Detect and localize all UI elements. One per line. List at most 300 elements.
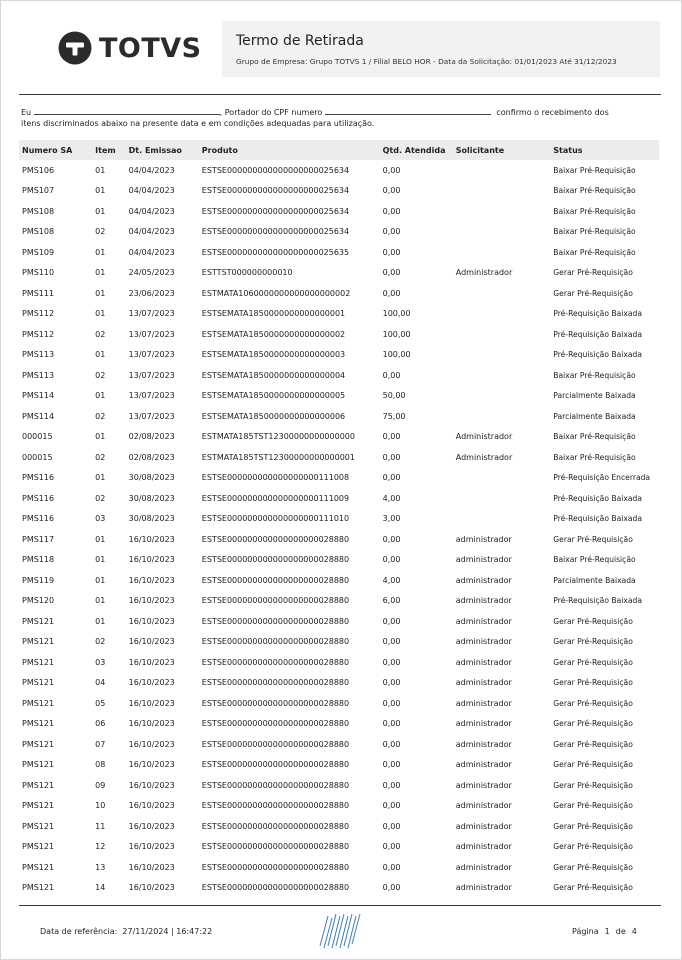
cell-status: Gerar Pré-Requisição — [553, 719, 633, 729]
cell-qtd-atendida: 0,00 — [382, 616, 401, 626]
cell-solicitante: administrador — [455, 616, 512, 626]
header-divider — [19, 94, 661, 95]
cell-numero-sa: PMS119 — [22, 575, 55, 585]
cell-produto: ESTSE000000000000000000028880 — [201, 555, 350, 565]
cell-qtd-atendida: 0,00 — [382, 268, 401, 278]
cell-qtd-atendida: 0,00 — [382, 165, 401, 175]
table-row — [19, 652, 659, 673]
table-row — [19, 365, 659, 386]
cell-solicitante — [453, 345, 551, 366]
declaration-line2: itens discriminados abaixo na presente data e em condições adequadas para utilização. — [21, 119, 375, 128]
cell-produto: ESTMATA1060000000000000000002 — [201, 288, 351, 298]
cell-numero-sa: PMS121 — [22, 780, 55, 790]
cell-item: 03 — [95, 514, 106, 524]
cell-status: Pré-Requisição Baixada — [553, 596, 642, 606]
cell-qtd-atendida: 100,00 — [382, 309, 411, 319]
cell-dt-emissao: 02/08/2023 — [128, 432, 175, 442]
name-blank-line — [34, 106, 220, 115]
cell-numero-sa: 000015 — [22, 432, 53, 442]
cell-solicitante — [453, 201, 551, 222]
cell-status: Pré-Requisição Baixada — [553, 350, 642, 360]
cell-item: 01 — [95, 391, 106, 401]
cell-produto: ESTSE000000000000000000111009 — [201, 493, 350, 503]
cell-item: 02 — [95, 411, 106, 421]
cell-dt-emissao: 16/10/2023 — [128, 760, 175, 770]
cell-numero-sa: PMS121 — [22, 842, 55, 852]
table-row — [19, 181, 659, 202]
cell-item: 08 — [95, 760, 106, 770]
cell-solicitante — [453, 304, 551, 325]
table-row — [19, 345, 659, 366]
cell-item: 01 — [95, 288, 106, 298]
table-row — [19, 693, 659, 714]
cell-dt-emissao: 16/10/2023 — [128, 842, 175, 852]
cell-item: 01 — [95, 186, 106, 196]
table-row — [19, 529, 659, 550]
table-row — [19, 550, 659, 571]
cell-produto: ESTSE000000000000000000025634 — [201, 227, 350, 237]
cell-numero-sa: PMS116 — [22, 473, 55, 483]
cell-item: 07 — [95, 739, 106, 749]
cell-numero-sa: PMS111 — [22, 288, 55, 298]
cell-item: 01 — [95, 268, 106, 278]
col-qtd-atendida: Qtd. Atendida — [382, 145, 446, 155]
cell-qtd-atendida: 0,00 — [382, 370, 401, 380]
cell-produto: ESTSE000000000000000000028880 — [201, 883, 350, 893]
cell-solicitante: administrador — [455, 780, 512, 790]
cell-qtd-atendida: 50,00 — [382, 391, 406, 401]
cell-numero-sa: PMS113 — [22, 370, 55, 380]
cell-qtd-atendida: 0,00 — [382, 534, 401, 544]
cell-item: 01 — [95, 432, 106, 442]
table-row — [19, 796, 659, 817]
cell-produto: ESTSEMATA1850000000000000005 — [201, 391, 346, 401]
table-row — [19, 755, 659, 776]
cell-status: Gerar Pré-Requisição — [553, 637, 633, 647]
cell-status: Baixar Pré-Requisição — [553, 452, 636, 462]
cell-produto: ESTSEMATA1850000000000000002 — [201, 329, 346, 339]
table-row — [19, 632, 659, 653]
cell-solicitante — [453, 222, 551, 243]
page-footer — [0, 905, 682, 955]
cell-status: Gerar Pré-Requisição — [553, 678, 633, 688]
declaration-text — [21, 106, 661, 129]
cell-numero-sa: PMS106 — [22, 165, 55, 175]
cell-produto: ESTSE000000000000000000028880 — [201, 739, 350, 749]
cell-qtd-atendida: 0,00 — [382, 821, 401, 831]
cell-solicitante — [453, 160, 551, 181]
declaration-eu: Eu — [21, 108, 32, 117]
cell-solicitante: administrador — [455, 821, 512, 831]
cell-status: Baixar Pré-Requisição — [553, 165, 636, 175]
table-row — [19, 468, 659, 489]
table-header-row — [19, 140, 659, 160]
cell-solicitante — [453, 406, 551, 427]
table-row — [19, 160, 659, 181]
cell-numero-sa: PMS112 — [22, 329, 55, 339]
table-row — [19, 857, 659, 878]
cell-numero-sa: PMS114 — [22, 411, 55, 421]
declaration-confirmo: confirmo o recebimento dos — [496, 108, 609, 117]
table-row — [19, 406, 659, 427]
cell-status: Gerar Pré-Requisição — [553, 288, 633, 298]
cell-dt-emissao: 13/07/2023 — [128, 329, 175, 339]
cell-numero-sa: PMS116 — [22, 493, 55, 503]
items-table — [19, 140, 659, 898]
cell-status: Gerar Pré-Requisição — [553, 268, 633, 278]
cell-status: Baixar Pré-Requisição — [553, 247, 636, 257]
cell-item: 01 — [95, 165, 106, 175]
cell-qtd-atendida: 0,00 — [382, 719, 401, 729]
cell-produto: ESTSE000000000000000000028880 — [201, 637, 350, 647]
cell-solicitante — [453, 509, 551, 530]
cell-produto: ESTSEMATA1850000000000000004 — [201, 370, 346, 380]
cell-dt-emissao: 16/10/2023 — [128, 575, 175, 585]
cell-numero-sa: PMS121 — [22, 637, 55, 647]
cell-dt-emissao: 16/10/2023 — [128, 555, 175, 565]
table-row — [19, 816, 659, 837]
cell-dt-emissao: 16/10/2023 — [128, 657, 175, 667]
cell-status: Gerar Pré-Requisição — [553, 534, 633, 544]
cell-numero-sa: 000015 — [22, 452, 53, 462]
cell-produto: ESTSE000000000000000000025634 — [201, 165, 350, 175]
cell-qtd-atendida: 0,00 — [382, 842, 401, 852]
cell-dt-emissao: 30/08/2023 — [128, 493, 175, 503]
cell-item: 01 — [95, 555, 106, 565]
cell-produto: ESTSE000000000000000000028880 — [201, 719, 350, 729]
cell-dt-emissao: 16/10/2023 — [128, 780, 175, 790]
table-row — [19, 263, 659, 284]
cell-produto: ESTSE000000000000000000028880 — [201, 596, 350, 606]
cell-solicitante — [453, 324, 551, 345]
cell-solicitante: administrador — [455, 719, 512, 729]
reference-value: 27/11/2024 | 16:47:22 — [122, 927, 213, 936]
table-row — [19, 734, 659, 755]
cell-item: 11 — [95, 821, 106, 831]
footer-divider — [19, 905, 661, 906]
cell-qtd-atendida: 3,00 — [382, 514, 401, 524]
header-box — [222, 21, 660, 77]
cell-qtd-atendida: 100,00 — [382, 329, 411, 339]
cell-dt-emissao: 23/06/2023 — [128, 288, 175, 298]
cell-numero-sa: PMS117 — [22, 534, 55, 544]
table-row — [19, 222, 659, 243]
cell-produto: ESTSEMATA1850000000000000003 — [201, 350, 346, 360]
logo-text: TOTVS — [99, 32, 202, 64]
cell-status: Baixar Pré-Requisição — [553, 370, 636, 380]
cell-numero-sa: PMS121 — [22, 883, 55, 893]
table-row — [19, 837, 659, 858]
cell-solicitante — [453, 488, 551, 509]
cell-item: 01 — [95, 616, 106, 626]
cell-dt-emissao: 16/10/2023 — [128, 821, 175, 831]
cell-dt-emissao: 13/07/2023 — [128, 350, 175, 360]
table-body — [19, 160, 659, 898]
cell-numero-sa: PMS121 — [22, 657, 55, 667]
cell-dt-emissao: 16/10/2023 — [128, 739, 175, 749]
cell-item: 01 — [95, 473, 106, 483]
table-row — [19, 386, 659, 407]
reference-date — [40, 927, 212, 936]
page-current: 1 — [604, 927, 610, 936]
cell-numero-sa: PMS121 — [22, 801, 55, 811]
cell-solicitante — [453, 468, 551, 489]
totvs-logo-icon — [58, 31, 92, 65]
table-row — [19, 611, 659, 632]
cell-dt-emissao: 16/10/2023 — [128, 678, 175, 688]
cell-qtd-atendida: 0,00 — [382, 862, 401, 872]
cell-status: Baixar Pré-Requisição — [553, 186, 636, 196]
cell-status: Pré-Requisição Encerrada — [553, 473, 651, 483]
table-row — [19, 775, 659, 796]
cell-item: 10 — [95, 801, 106, 811]
cell-solicitante — [453, 181, 551, 202]
cell-item: 01 — [95, 575, 106, 585]
cell-solicitante — [453, 386, 551, 407]
cell-dt-emissao: 16/10/2023 — [128, 596, 175, 606]
cell-status: Gerar Pré-Requisição — [553, 616, 633, 626]
cell-dt-emissao: 16/10/2023 — [128, 534, 175, 544]
cell-status: Baixar Pré-Requisição — [553, 227, 636, 237]
cell-status: Gerar Pré-Requisição — [553, 698, 633, 708]
cell-item: 02 — [95, 370, 106, 380]
cell-qtd-atendida: 0,00 — [382, 186, 401, 196]
cell-qtd-atendida: 0,00 — [382, 452, 401, 462]
cell-solicitante — [453, 242, 551, 263]
cell-produto: ESTSE000000000000000000111008 — [201, 473, 350, 483]
table-row — [19, 878, 659, 899]
cell-item: 01 — [95, 206, 106, 216]
table-row — [19, 714, 659, 735]
cell-produto: ESTSE000000000000000000028880 — [201, 821, 350, 831]
cell-qtd-atendida: 0,00 — [382, 206, 401, 216]
cell-item: 03 — [95, 657, 106, 667]
cell-numero-sa: PMS121 — [22, 698, 55, 708]
cell-solicitante: administrador — [455, 801, 512, 811]
cell-numero-sa: PMS121 — [22, 678, 55, 688]
table-row — [19, 570, 659, 591]
totvs-stripes-icon — [316, 910, 364, 950]
cell-solicitante: administrador — [455, 637, 512, 647]
page-of: de — [615, 927, 626, 936]
cell-produto: ESTSE000000000000000000028880 — [201, 780, 350, 790]
table-row — [19, 324, 659, 345]
cell-produto: ESTSEMATA1850000000000000001 — [201, 309, 346, 319]
cell-status: Gerar Pré-Requisição — [553, 760, 633, 770]
cell-qtd-atendida: 0,00 — [382, 247, 401, 257]
cell-numero-sa: PMS121 — [22, 739, 55, 749]
cell-item: 02 — [95, 329, 106, 339]
cell-solicitante: administrador — [455, 842, 512, 852]
cell-qtd-atendida: 0,00 — [382, 739, 401, 749]
cell-produto: ESTMATA185TST12300000000000001 — [201, 452, 355, 462]
cell-solicitante: administrador — [455, 555, 512, 565]
cell-item: 01 — [95, 596, 106, 606]
cell-produto: ESTSE000000000000000000028880 — [201, 698, 350, 708]
cell-solicitante: Administrador — [455, 452, 513, 462]
cell-numero-sa: PMS108 — [22, 227, 55, 237]
page-title: Termo de Retirada — [236, 33, 364, 49]
cell-qtd-atendida: 0,00 — [382, 227, 401, 237]
cell-qtd-atendida: 6,00 — [382, 596, 401, 606]
cell-item: 01 — [95, 309, 106, 319]
cell-solicitante: administrador — [455, 739, 512, 749]
cell-dt-emissao: 16/10/2023 — [128, 883, 175, 893]
cell-qtd-atendida: 4,00 — [382, 493, 401, 503]
cell-numero-sa: PMS109 — [22, 247, 55, 257]
table-row — [19, 509, 659, 530]
cell-qtd-atendida: 0,00 — [382, 473, 401, 483]
table-row — [19, 242, 659, 263]
cell-produto: ESTSE000000000000000000028880 — [201, 657, 350, 667]
cell-item: 06 — [95, 719, 106, 729]
cell-solicitante: administrador — [455, 760, 512, 770]
cell-dt-emissao: 02/08/2023 — [128, 452, 175, 462]
cell-numero-sa: PMS121 — [22, 616, 55, 626]
col-status: Status — [553, 145, 583, 155]
reference-label: Data de referência: — [40, 927, 118, 936]
cell-status: Baixar Pré-Requisição — [553, 555, 636, 565]
cell-qtd-atendida: 0,00 — [382, 678, 401, 688]
cell-solicitante: administrador — [455, 596, 512, 606]
cell-qtd-atendida: 0,00 — [382, 637, 401, 647]
col-produto: Produto — [201, 145, 238, 155]
cell-qtd-atendida: 0,00 — [382, 288, 401, 298]
cell-status: Gerar Pré-Requisição — [553, 739, 633, 749]
cell-dt-emissao: 30/08/2023 — [128, 473, 175, 483]
cell-produto: ESTSE000000000000000000028880 — [201, 801, 350, 811]
cell-item: 01 — [95, 247, 106, 257]
cell-dt-emissao: 24/05/2023 — [128, 268, 175, 278]
cell-solicitante: administrador — [455, 862, 512, 872]
cell-solicitante — [453, 365, 551, 386]
cell-item: 01 — [95, 350, 106, 360]
cell-status: Pré-Requisição Baixada — [553, 329, 642, 339]
cell-status: Gerar Pré-Requisição — [553, 657, 633, 667]
cell-numero-sa: PMS116 — [22, 514, 55, 524]
cell-produto: ESTTST000000000010 — [201, 268, 293, 278]
cell-numero-sa: PMS107 — [22, 186, 55, 196]
cell-produto: ESTSE000000000000000000111010 — [201, 514, 350, 524]
cell-numero-sa: PMS118 — [22, 555, 55, 565]
cell-solicitante: Administrador — [455, 432, 513, 442]
table-row — [19, 591, 659, 612]
cell-produto: ESTSE000000000000000000028880 — [201, 862, 350, 872]
table-row — [19, 673, 659, 694]
cell-status: Gerar Pré-Requisição — [553, 883, 633, 893]
cell-solicitante: administrador — [455, 698, 512, 708]
cell-produto: ESTSE000000000000000000028880 — [201, 534, 350, 544]
table-row — [19, 488, 659, 509]
cell-dt-emissao: 16/10/2023 — [128, 719, 175, 729]
cell-dt-emissao: 16/10/2023 — [128, 801, 175, 811]
cell-status: Gerar Pré-Requisição — [553, 801, 633, 811]
cell-numero-sa: PMS113 — [22, 350, 55, 360]
cell-item: 02 — [95, 452, 106, 462]
cell-status: Parcialmente Baixada — [553, 575, 636, 585]
cell-solicitante: administrador — [455, 534, 512, 544]
cell-qtd-atendida: 0,00 — [382, 780, 401, 790]
cell-qtd-atendida: 0,00 — [382, 801, 401, 811]
cell-produto: ESTSE000000000000000000028880 — [201, 842, 350, 852]
cell-produto: ESTSE000000000000000000028880 — [201, 575, 350, 585]
table-row — [19, 447, 659, 468]
cell-produto: ESTMATA185TST12300000000000000 — [201, 432, 355, 442]
cell-dt-emissao: 04/04/2023 — [128, 186, 175, 196]
cell-dt-emissao: 13/07/2023 — [128, 370, 175, 380]
cell-status: Pré-Requisição Baixada — [553, 309, 642, 319]
cell-numero-sa: PMS110 — [22, 268, 55, 278]
cell-solicitante — [453, 283, 551, 304]
cell-numero-sa: PMS121 — [22, 760, 55, 770]
cell-status: Gerar Pré-Requisição — [553, 842, 633, 852]
cpf-blank-line — [325, 106, 491, 115]
col-numero-sa: Numero SA — [22, 145, 73, 155]
page-total: 4 — [631, 927, 637, 936]
cell-item: 02 — [95, 227, 106, 237]
cell-solicitante: Administrador — [455, 268, 513, 278]
cell-produto: ESTSE000000000000000000028880 — [201, 760, 350, 770]
cell-numero-sa: PMS112 — [22, 309, 55, 319]
cell-produto: ESTSE000000000000000000025634 — [201, 206, 350, 216]
cell-item: 02 — [95, 637, 106, 647]
cell-item: 05 — [95, 698, 106, 708]
cell-item: 14 — [95, 883, 106, 893]
cell-status: Gerar Pré-Requisição — [553, 862, 633, 872]
cell-produto: ESTSEMATA1850000000000000006 — [201, 411, 346, 421]
cell-qtd-atendida: 100,00 — [382, 350, 411, 360]
col-dt-emissao: Dt. Emissao — [128, 145, 182, 155]
totvs-logo — [58, 30, 202, 66]
cell-dt-emissao: 13/07/2023 — [128, 411, 175, 421]
page-number — [572, 927, 643, 936]
col-item: Item — [95, 145, 116, 155]
cell-numero-sa: PMS120 — [22, 596, 55, 606]
page-subtitle: Grupo de Empresa: Grupo TOTVS 1 / Filial BELO HOR - Data da Solicitação: 01/01/2023 Até 31/12/2023 — [236, 57, 617, 66]
cell-solicitante: administrador — [455, 657, 512, 667]
table-row — [19, 201, 659, 222]
cell-item: 01 — [95, 534, 106, 544]
cell-status: Baixar Pré-Requisição — [553, 432, 636, 442]
cell-dt-emissao: 13/07/2023 — [128, 391, 175, 401]
cell-item: 12 — [95, 842, 106, 852]
cell-numero-sa: PMS108 — [22, 206, 55, 216]
cell-item: 09 — [95, 780, 106, 790]
cell-dt-emissao: 16/10/2023 — [128, 862, 175, 872]
declaration-portador: , Portador do CPF numero — [219, 108, 323, 117]
cell-dt-emissao: 04/04/2023 — [128, 247, 175, 257]
cell-status: Pré-Requisição Baixada — [553, 493, 642, 503]
cell-dt-emissao: 04/04/2023 — [128, 165, 175, 175]
cell-status: Pré-Requisição Baixada — [553, 514, 642, 524]
cell-qtd-atendida: 0,00 — [382, 432, 401, 442]
cell-solicitante: administrador — [455, 678, 512, 688]
cell-status: Parcialmente Baixada — [553, 391, 636, 401]
table-row — [19, 427, 659, 448]
cell-dt-emissao: 13/07/2023 — [128, 309, 175, 319]
cell-numero-sa: PMS114 — [22, 391, 55, 401]
cell-numero-sa: PMS121 — [22, 862, 55, 872]
cell-dt-emissao: 30/08/2023 — [128, 514, 175, 524]
page-label: Página — [572, 927, 599, 936]
cell-dt-emissao: 16/10/2023 — [128, 637, 175, 647]
cell-produto: ESTSE000000000000000000025634 — [201, 186, 350, 196]
cell-item: 02 — [95, 493, 106, 503]
cell-qtd-atendida: 0,00 — [382, 883, 401, 893]
cell-qtd-atendida: 4,00 — [382, 575, 401, 585]
cell-status: Gerar Pré-Requisição — [553, 780, 633, 790]
cell-dt-emissao: 16/10/2023 — [128, 698, 175, 708]
